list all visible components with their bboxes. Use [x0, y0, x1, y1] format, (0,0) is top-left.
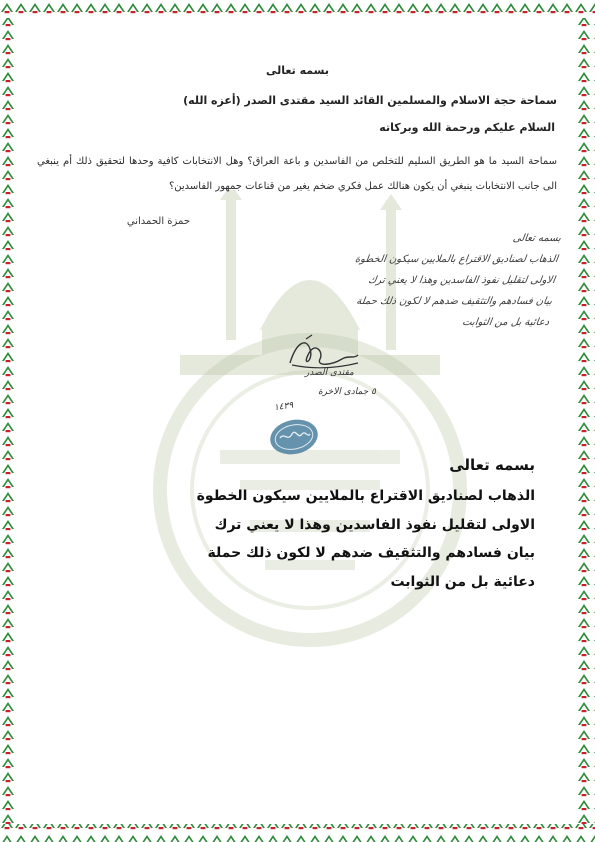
- transcription-title: بسمه تعالى: [449, 456, 535, 474]
- letter-addressee: سماحة حجة الاسلام والمسلمين القائد السيد مقتدى الصدر (أعزه الله): [183, 94, 557, 107]
- transcription-line: الاولى لتقليل نفوذ الفاسدين وهذا لا يعني ترك: [214, 516, 535, 533]
- handwritten-line: الاولى لتقليل نفوذ الفاسدين وهذا لا يعني ترك: [367, 275, 556, 286]
- handwritten-line: دعائية بل من الثوابت: [461, 317, 550, 328]
- transcription-line: الذهاب لصناديق الاقتراع بالملايين سيكون الخطوة: [196, 488, 535, 504]
- letter-greeting: السلام عليكم ورحمة الله وبركاته: [379, 121, 555, 134]
- transcription-line: بيان فسادهم والتثقيف ضدهم لا لكون ذلك حملة: [207, 545, 535, 561]
- handwritten-line: الذهاب لصناديق الاقتراع بالملايين سيكون الخطوة: [354, 254, 559, 265]
- signature-year: ١٤٣٩: [273, 400, 294, 414]
- letter-sender: حمزة الحمداني: [126, 216, 190, 227]
- official-seal: [268, 418, 320, 456]
- handwritten-line: بسمه تعالى: [512, 233, 562, 244]
- transcription-body: [155, 482, 535, 596]
- letter-title: بسمه تعالى: [266, 64, 329, 77]
- letter-body: سماحة السيد ما هو الطريق السليم للتخلص من الفاسدين و باعة العراق؟ وهل الانتخابات كافية وحدها لتحقيق ذلك أم ينبغي الى جانب الانتخابات ينبغي أن يكون هنالك عمل فكري ضخم يغير من قناعات جمهور الفاسدين؟: [37, 156, 557, 192]
- transcription-line: دعائية بل من الثوابت: [390, 573, 535, 590]
- handwritten-line: بيان فسادهم والتثقيف ضدهم لا لكون ذلك حملة: [355, 296, 553, 307]
- handwritten-reply: [253, 228, 563, 333]
- signature-date: ٥ جمادى الاخرة: [318, 387, 377, 397]
- signature-name: مقتدى الصدر: [305, 368, 354, 378]
